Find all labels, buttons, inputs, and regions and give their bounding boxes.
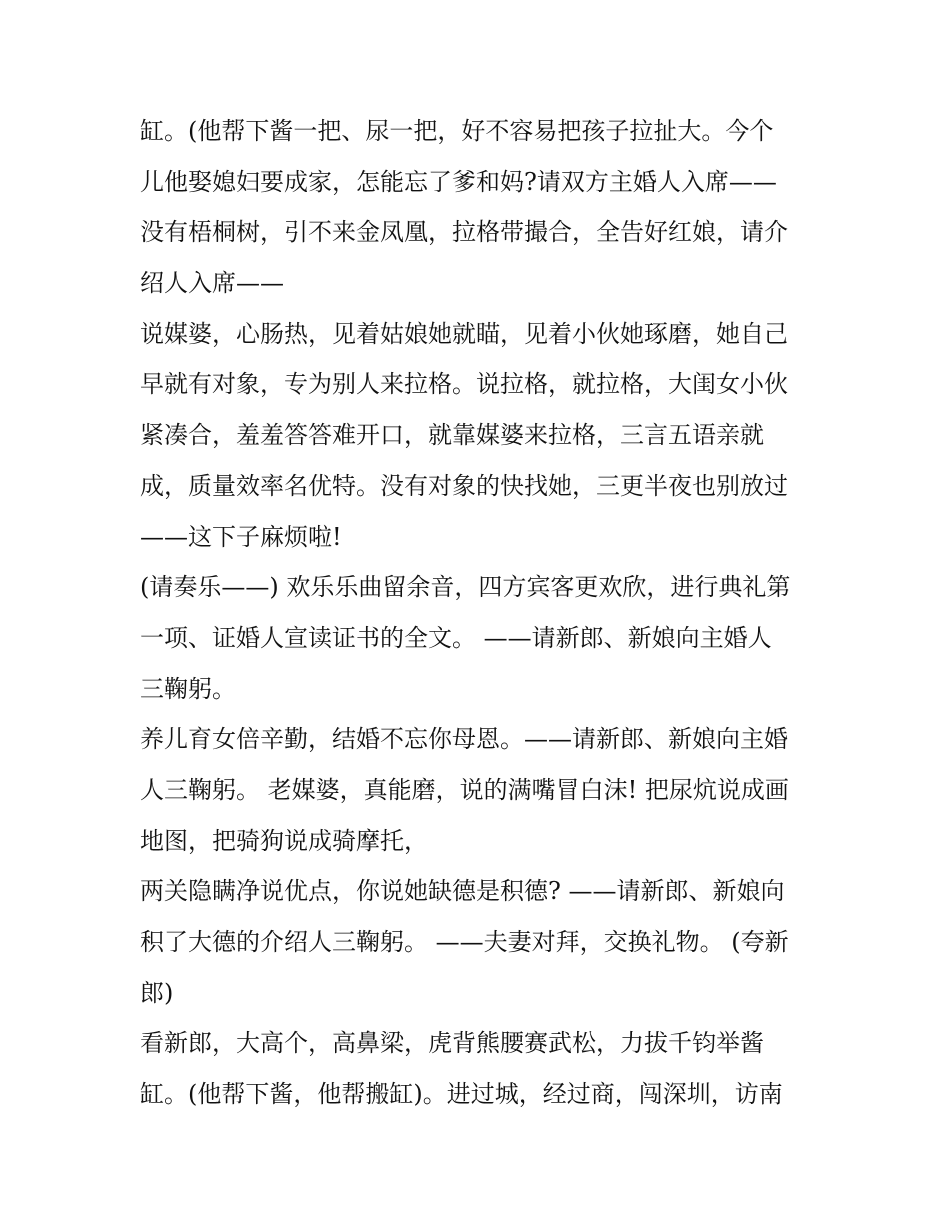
text-line-16: 两关隐瞒净说优点，你说她缺德是积德? ——请新郎、新娘向 <box>140 877 785 906</box>
text-line-9: ——这下子麻烦啦! <box>140 522 342 551</box>
text-line-14: 人三鞠躬。 老媒婆，真能磨，说的满嘴冒白沫! 把尿炕说成画 <box>140 775 789 804</box>
text-line-18: 郎) <box>140 978 174 1007</box>
text-line-12: 三鞠躬。 <box>140 674 236 703</box>
text-line-19: 看新郎，大高个，高鼻梁，虎背熊腰赛武松，力拔千钧举酱 <box>140 1029 764 1058</box>
text-line-6: 早就有对象，专为别人来拉格。说拉格，就拉格，大闺女小伙 <box>140 370 788 399</box>
text-line-15: 地图，把骑狗说成骑摩托， <box>140 826 428 855</box>
text-line-8: 成，质量效率名优特。没有对象的快找她，三更半夜也别放过 <box>140 471 788 500</box>
text-line-7: 紧凑合，羞羞答答难开口，就靠媒婆来拉格，三言五语亲就 <box>140 421 764 450</box>
text-line-2: 儿他娶媳妇要成家，怎能忘了爹和妈?请双方主婚人入席—— <box>140 167 777 196</box>
text-line-10: (请奏乐——) 欢乐乐曲留余音，四方宾客更欢欣，进行典礼第 <box>140 573 791 602</box>
text-line-1: 缸。(他帮下酱一把、尿一把，好不容易把孩子拉扯大。今个 <box>140 117 774 145</box>
text-line-4: 绍人入席—— <box>140 269 284 298</box>
text-line-17: 积了大德的介绍人三鞠躬。 ——夫妻对拜，交换礼物。 (夸新 <box>140 928 789 956</box>
text-line-3: 没有梧桐树，引不来金凤凰，拉格带撮合，全告好红娘，请介 <box>140 218 788 247</box>
text-line-5: 说媒婆，心肠热，见着姑娘她就瞄，见着小伙她琢磨，她自己 <box>140 319 788 348</box>
text-line-13: 养儿育女倍辛勤，结婚不忘你母恩。——请新郎、新娘向主婚 <box>140 725 788 754</box>
text-line-20: 缸。(他帮下酱，他帮搬缸)。进过城，经过商，闯深圳，访南 <box>140 1080 783 1109</box>
text-line-11: 一项、证婚人宣读证书的全文。 ——请新郎、新娘向主婚人 <box>140 623 772 652</box>
document-body <box>140 106 820 1120</box>
